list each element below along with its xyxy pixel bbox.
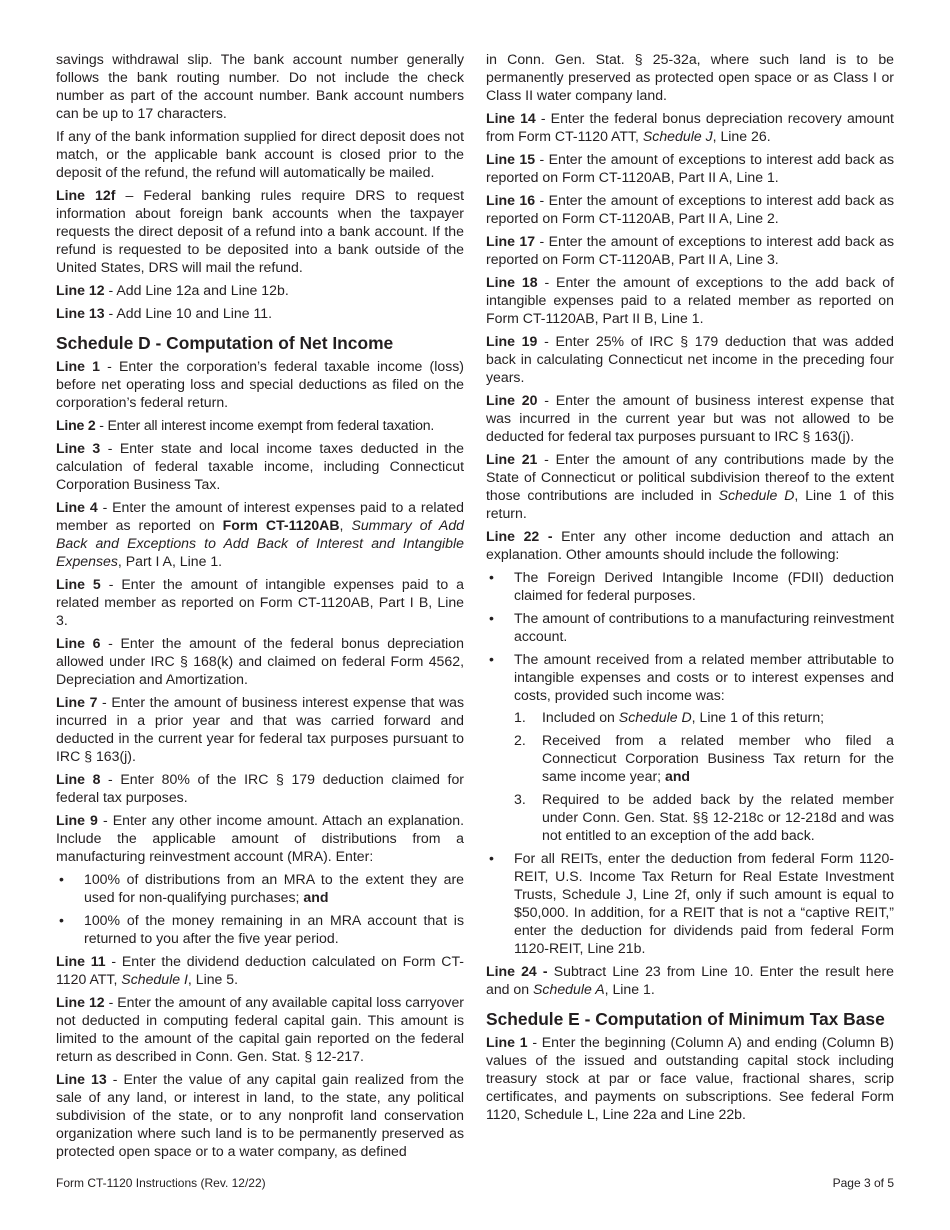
line-label: Line 12 [56, 282, 105, 298]
line-label: Line 8 [56, 771, 101, 787]
line-label: Line 12 [56, 994, 105, 1010]
line-label: Line 17 [486, 233, 536, 249]
sched-d-line-13-continued: in Conn. Gen. Stat. § 25-32a, where such land is to be permanently preserved as protected open space or as Class I or Class II water company land. [486, 51, 894, 103]
sched-d-line-9: Line 9 - Enter any other income amount. Attach an explanation. Include the applicable amount of distributions from a manufacturing reinvestment account (MRA). Enter: [56, 812, 464, 864]
line-label: Line 1 [486, 1034, 528, 1050]
line-label: Line 21 [486, 451, 538, 467]
sched-d-line-1: Line 1 - Enter the corporation’s federal taxable income (loss) before net operating loss and special deductions as filed on the corporation’s federal return. [56, 358, 464, 410]
line-label: Line 13 [56, 305, 105, 321]
form-footer: Form CT-1120 Instructions (Rev. 12/22) [56, 1176, 266, 1190]
sched-d-line-16: Line 16 - Enter the amount of exceptions to interest add back as reported on Form CT-1120AB, Part II A, Line 2. [486, 192, 894, 226]
bullet-icon: • [489, 850, 494, 866]
list-item: 1. Included on Schedule D, Line 1 of this return; [514, 709, 825, 725]
list-item: • The Foreign Derived Intangible Income (FDII) deduction claimed for federal purposes. [489, 569, 894, 603]
list-item: • 100% of distributions from an MRA to the extent they are used for non-qualifying purchases; and [59, 871, 464, 905]
line-label: Line 13 [56, 1071, 107, 1087]
sched-d-line-2: Line 2 - Enter all interest income exempt from federal taxation. [56, 417, 435, 433]
bullet-icon: • [59, 871, 64, 887]
bullet-icon: • [489, 651, 494, 667]
schedule-e-heading: Schedule E - Computation of Minimum Tax Base [486, 1009, 885, 1029]
bank-account-paragraph: savings withdrawal slip. The bank account number generally follows the bank routing number. Do not include the check number as part of the account number. Bank account numbers can be up to 17 characters. [56, 51, 464, 121]
sched-d-line-12: Line 12 - Enter the amount of any available capital loss carryover not deducted in computing federal capital gain. This amount is limited to the amount of the capital gain reported on the federal return as described in Conn. Gen. Stat. § 12-217. [56, 994, 464, 1064]
sched-d-line-6: Line 6 - Enter the amount of the federal bonus depreciation allowed under IRC § 168(k) and claimed on federal Form 4562, Depreciation and Amortization. [56, 635, 464, 687]
line-label: Line 14 [486, 110, 536, 126]
list-item: 2. Received from a related member who filed a Connecticut Corporation Business Tax return for the same income year; and [514, 732, 894, 784]
sched-d-line-15: Line 15 - Enter the amount of exceptions to interest add back as reported on Form CT-1120AB, Part II A, Line 1. [486, 151, 894, 185]
sched-d-line-3: Line 3 - Enter state and local income taxes deducted in the calculation of federal taxable income, including Connecticut Corporation Business Tax. [56, 440, 465, 492]
line-label: Line 20 [486, 392, 538, 408]
line-label: Line 2 [56, 417, 96, 433]
list-item: • 100% of the money remaining in an MRA account that is returned to you after the five year period. [59, 912, 464, 946]
sched-d-line-5: Line 5 - Enter the amount of intangible expenses paid to a related member as reported on Form CT-1120AB, Part I B, Line 3. [56, 576, 464, 628]
line-label: Line 16 [486, 192, 536, 208]
sched-d-line-13: Line 13 - Enter the value of any capital gain realized from the sale of any land, or interest in land, to the state, any political subdivision of the state, or to any nonprofit land conservation organization where such land is to be permanently preserved as protected open space or to a water company, as defined [56, 1071, 464, 1159]
line-label: Line 22 - [486, 528, 553, 544]
sched-d-line-4: Line 4 - Enter the amount of interest expenses paid to a related member as reported on Form CT-1120AB, Summary of Add Back and Exceptions to Add Back of Interest and Intangible Expenses, Part I A, Line 1. [56, 499, 464, 569]
left-column [56, 50, 464, 1165]
line-label: Line 5 [56, 576, 101, 592]
line-label: Line 7 [56, 694, 98, 710]
sched-d-line-21: Line 21 - Enter the amount of any contributions made by the State of Connecticut or political subdivision thereof to the extent those contributions are included in Schedule D, Line 1 of this return. [486, 451, 894, 521]
bullet-icon: • [489, 610, 494, 626]
sched-d-line-20: Line 20 - Enter the amount of business interest expense that was incurred in the current year but was not allowed to be deducted for federal tax purposes pursuant to IRC § 163(j). [486, 392, 894, 444]
sched-d-line-14: Line 14 - Enter the federal bonus depreciation recovery amount from Form CT-1120 ATT, Schedule J, Line 26. [486, 110, 894, 144]
line-label: Line 15 [486, 151, 536, 167]
line-22-bullet-list [486, 568, 894, 957]
right-column [486, 50, 894, 1128]
line-label: Line 9 [56, 812, 98, 828]
sched-d-line-19: Line 19 - Enter 25% of IRC § 179 deduction that was added back in calculating Connecticut net income in the preceding four years. [486, 333, 894, 385]
schedule-d-heading: Schedule D - Computation of Net Income [56, 333, 394, 353]
list-item: • For all REITs, enter the deduction from federal Form 1120-REIT, U.S. Income Tax Return for Real Estate Investment Trusts, Schedule J, Line 2f, only if such amount is equal to $50,000. In addition, for a REIT that is not a “captive REIT,” enter the deduction for dividends paid from federal Form 1120-REIT, Line 21b. [489, 850, 894, 956]
line-13-paragraph: Line 13 - Add Line 10 and Line 11. [56, 305, 273, 321]
line-label: Line 1 [56, 358, 100, 374]
list-item: 3. Required to be added back by the related member under Conn. Gen. Stat. §§ 12-218c or 12-218d and was not entitled to an exception of the add back. [514, 791, 894, 843]
sched-e-line-1: Line 1 - Enter the beginning (Column A) and ending (Column B) values of the issued and outstanding capital stock including treasury stock at par or face value, fractional shares, scrip certificates, and payments on subscriptions. See federal Form 1120, Schedule L, Line 22a and Line 22b. [486, 1034, 894, 1122]
line-9-bullet-list [56, 870, 464, 947]
line-label: Line 18 [486, 274, 538, 290]
line-label: Line 11 [56, 953, 106, 969]
line-label: Line 12f [56, 187, 116, 203]
bullet-icon: • [59, 912, 64, 928]
sched-d-line-22: Line 22 - Enter any other income deduction and attach an explanation. Other amounts should include the following: [486, 528, 894, 562]
line-label: Line 24 - [486, 963, 548, 979]
sched-d-line-11: Line 11 - Enter the dividend deduction calculated on Form CT-1120 ATT, Schedule I, Line 5. [56, 953, 464, 987]
sched-d-line-18: Line 18 - Enter the amount of exceptions to the add back of intangible expenses paid to a related member as reported on Form CT-1120AB, Part II B, Line 1. [486, 274, 894, 326]
sched-d-line-24: Line 24 - Subtract Line 23 from Line 10. Enter the result here and on Schedule A, Line 1. [486, 963, 894, 997]
line-label: Line 4 [56, 499, 98, 515]
page-number: Page 3 of 5 [832, 1176, 894, 1190]
numbered-list [514, 708, 894, 844]
sched-d-line-8: Line 8 - Enter 80% of the IRC § 179 deduction claimed for federal tax purposes. [56, 771, 464, 805]
list-item: • The amount received from a related member attributable to intangible expenses and costs or to interest expenses and costs, provided such income was: 1. Included on Schedule D, Line 1 of this return; 2. Received from a related member who filed a Connecticut Corporation Business Tax return for the same income year; and 3. Required to be added back by the related member under Conn. Gen. Stat. §§ 12-218c or 12-218d and was not entitled to an exception of the add back. [489, 651, 894, 843]
line-12f-paragraph: Line 12f – Federal banking rules require DRS to request information about foreign bank accounts when the taxpayer requests the direct deposit of a refund into a bank account. If the refund is requested to be deposited into a bank outside of the United States, DRS will mail the refund. [56, 187, 464, 275]
line-label: Line 19 [486, 333, 538, 349]
list-item: • The amount of contributions to a manufacturing reinvestment account. [489, 610, 894, 644]
line-12-paragraph: Line 12 - Add Line 12a and Line 12b. [56, 282, 289, 298]
sched-d-line-17: Line 17 - Enter the amount of exceptions to interest add back as reported on Form CT-1120AB, Part II A, Line 3. [486, 233, 894, 267]
bullet-icon: • [489, 569, 494, 585]
bank-info-paragraph: If any of the bank information supplied for direct deposit does not match, or the applicable bank account is closed prior to the deposit of the refund, the refund will automatically be mailed. [56, 128, 464, 180]
line-label: Line 3 [56, 440, 101, 456]
line-label: Line 6 [56, 635, 101, 651]
sched-d-line-7: Line 7 - Enter the amount of business interest expense that was incurred in a prior year and that was carried forward and deducted in the current year for federal tax purposes pursuant to IRC § 163(j). [56, 694, 465, 764]
